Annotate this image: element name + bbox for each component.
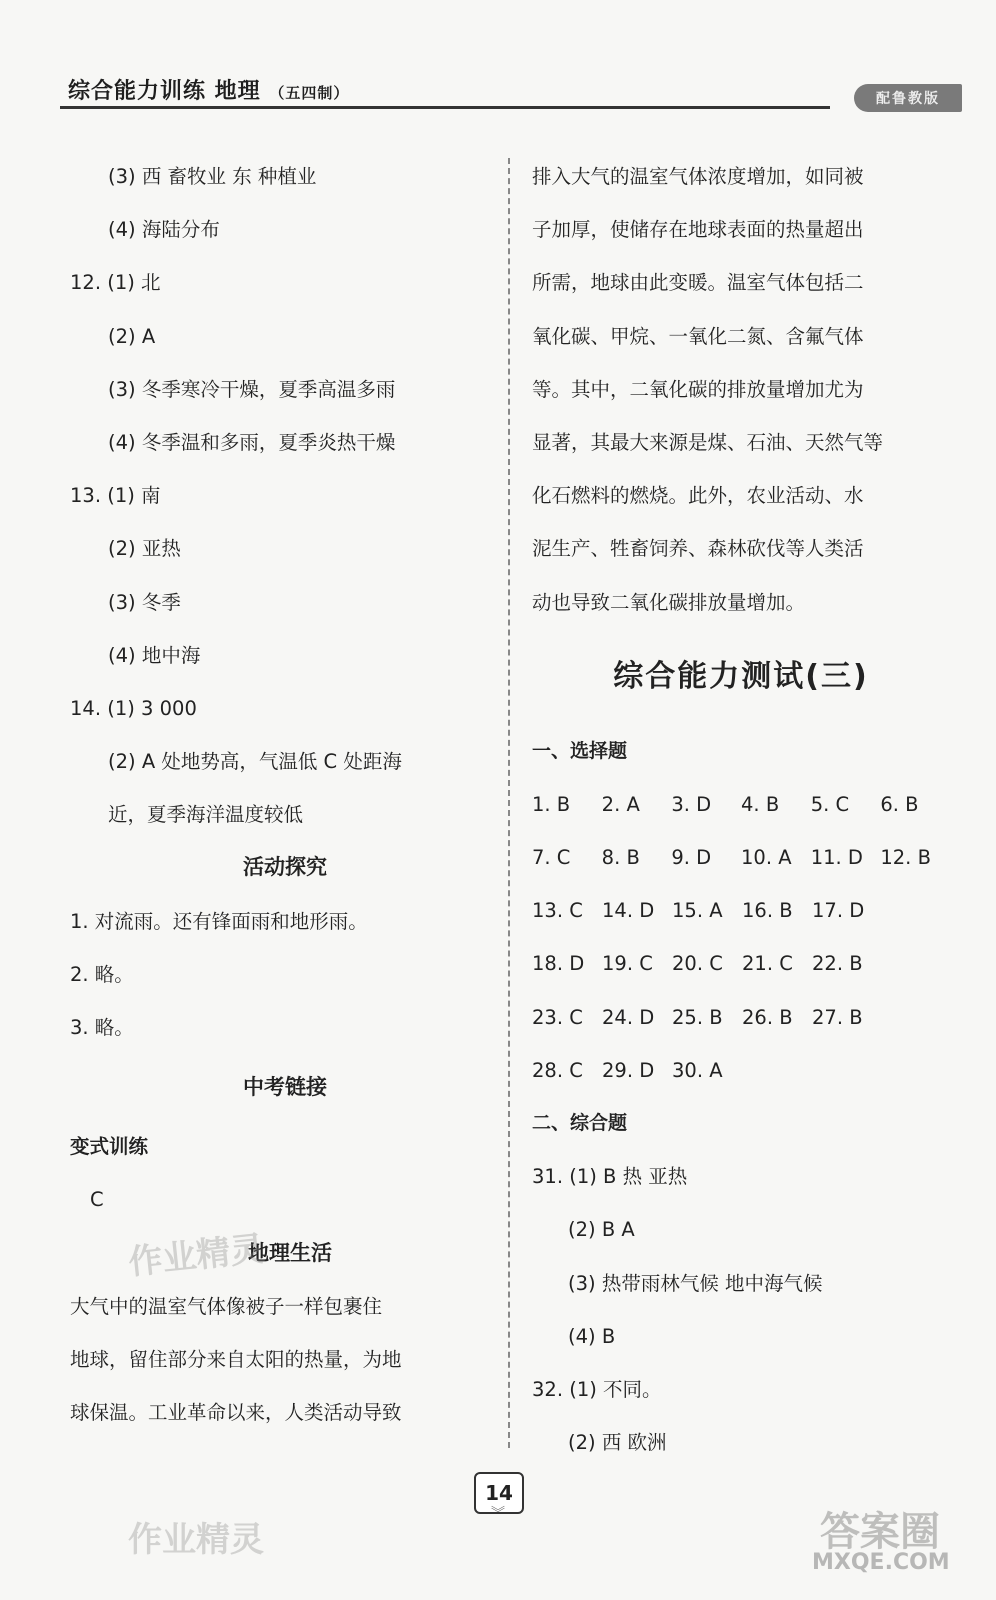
choice-row [532,778,950,831]
choice-answer: 27. B [812,1005,863,1029]
choice-answer: 10. A [741,846,792,870]
choice-answer: 22. B [812,952,863,976]
choice-answer: 6. B [880,792,919,816]
choice-row [532,884,950,937]
answer-line: (3) 冬季 [108,590,181,614]
choice-answer: 16. B [742,899,793,923]
choice-answer: 30. A [672,1058,723,1082]
comprehensive-answer: 31. (1) B 热 亚热 [532,1165,688,1189]
choice-answer: 7. C [532,846,571,870]
activity-answer: 1. 对流雨。还有锋面雨和地形雨。 [70,909,368,933]
choice-answer: 17. D [812,899,865,923]
life-title: 地理生活 [248,1240,332,1265]
book-subtitle: （五四制） [269,84,350,102]
choice-row [532,991,950,1044]
page-header [60,72,940,112]
answer-line: 近，夏季海洋温度较低 [108,803,304,827]
paragraph-line: 泥生产、牲畜饲养、森林砍伐等人类活 [532,537,864,561]
watermark-url: MXQE.COM [812,1550,950,1575]
watermark-logo: 答案圈 [820,1509,940,1555]
choice-answer: 11. D [810,846,863,870]
answer-line: (4) 冬季温和多雨，夏季炎热干燥 [108,430,396,454]
answer-line: (3) 冬季寒冷干燥，夏季高温多雨 [108,377,396,401]
choice-answer: 4. B [741,792,780,816]
activity-answer: 2. 略。 [70,962,134,986]
choice-answer: 12. B [880,846,931,870]
variant-title: 变式训练 [70,1135,149,1159]
answer-line: (2) A 处地势高，气温低 C 处距海 [108,750,402,774]
page-number-badge [464,1470,532,1530]
life-text-line: 球保温。工业革命以来，人类活动导致 [70,1401,402,1425]
comprehensive-answer: (2) B A [568,1218,635,1242]
exam-link-title: 中考链接 [243,1075,327,1100]
choice-answer: 13. C [532,899,583,923]
activity-answer: 3. 略。 [70,1016,134,1039]
paragraph-line: 动也导致二氧化碳排放量增加。 [532,590,806,614]
life-text-line: 大气中的温室气体像被子一样包裹住 [70,1294,383,1318]
choice-answer: 1. B [532,792,571,816]
choice-row [532,937,950,990]
choice-answer: 23. C [532,1005,583,1029]
paragraph-line: 显著，其最大来源是煤、石油、天然气等 [532,430,884,454]
comprehensive-answer: (2) 西 欧洲 [568,1431,667,1455]
choice-answer: 19. C [602,952,653,976]
answer-line: (2) 亚热 [108,537,181,561]
choice-answer: 3. D [671,792,712,816]
paragraph-line: 等。其中，二氧化碳的排放量增加尤为 [532,377,864,401]
answer-line: (4) 地中海 [108,643,201,667]
paragraph-line: 子加厚，使储存在地球表面的热量超出 [532,218,864,242]
choice-answer: 9. D [671,846,712,870]
paragraph-line: 化石燃料的燃烧。此外，农业活动、水 [532,484,864,508]
comprehensive-answer: 32. (1) 不同。 [532,1377,662,1401]
choice-answer: 25. B [672,1005,723,1029]
section-choice-title: 一、选择题 [532,739,628,762]
choice-answer: 8. B [601,846,640,870]
activity-title: 活动探究 [243,855,327,880]
choice-answer: 28. C [532,1058,583,1082]
test-title: 综合能力测试(三) [613,658,869,694]
choice-answer: 5. C [810,792,850,816]
variant-answer: C [90,1188,104,1212]
answer-line: 12. (1) 北 [70,271,161,295]
comprehensive-answer: (3) 热带雨林气候 地中海气候 [568,1271,823,1295]
choice-answer: 18. D [532,952,585,976]
answer-line: (3) 西 畜牧业 东 种植业 [108,165,317,188]
answer-line: (2) A [108,324,156,348]
answer-line: 13. (1) 南 [70,484,161,508]
choice-answer: 24. D [602,1005,655,1029]
choice-answer: 21. C [742,952,793,976]
right-column [532,150,950,1469]
comprehensive-answer: (4) B [568,1324,616,1348]
paragraph-line: 所需，地球由此变暖。温室气体包括二 [532,271,864,295]
choice-row [532,831,950,884]
choice-answer: 20. C [672,952,723,976]
header-title [68,74,349,105]
paragraph-line: 氧化碳、甲烷、一氧化二氮、含氟气体 [532,324,864,348]
watermark: 作业精灵 [126,1228,267,1283]
choice-answer: 2. A [601,792,640,816]
choice-answer: 26. B [742,1005,793,1029]
chevron-down-icon: ︾ [491,1506,505,1522]
choice-answer: 14. D [602,899,655,923]
choice-row [532,1044,950,1097]
column-divider [508,158,510,1448]
watermark: 作业精灵 [128,1520,264,1560]
paragraph-line: 排入大气的温室气体浓度增加，如同被 [532,165,864,188]
header-rule [60,106,830,109]
choice-answer: 29. D [602,1058,655,1082]
answer-line: 14. (1) 3 000 [70,696,197,720]
life-text-line: 地球，留住部分来自太阳的热量，为地 [70,1347,402,1371]
section-comprehensive-title: 二、综合题 [532,1112,628,1134]
edition-badge: 配鲁教版 [854,84,962,112]
choice-answer: 15. A [672,899,723,923]
book-title: 综合能力训练 地理 [68,79,261,104]
page-number: 14 [474,1472,524,1514]
answer-line: (4) 海陆分布 [108,218,220,242]
